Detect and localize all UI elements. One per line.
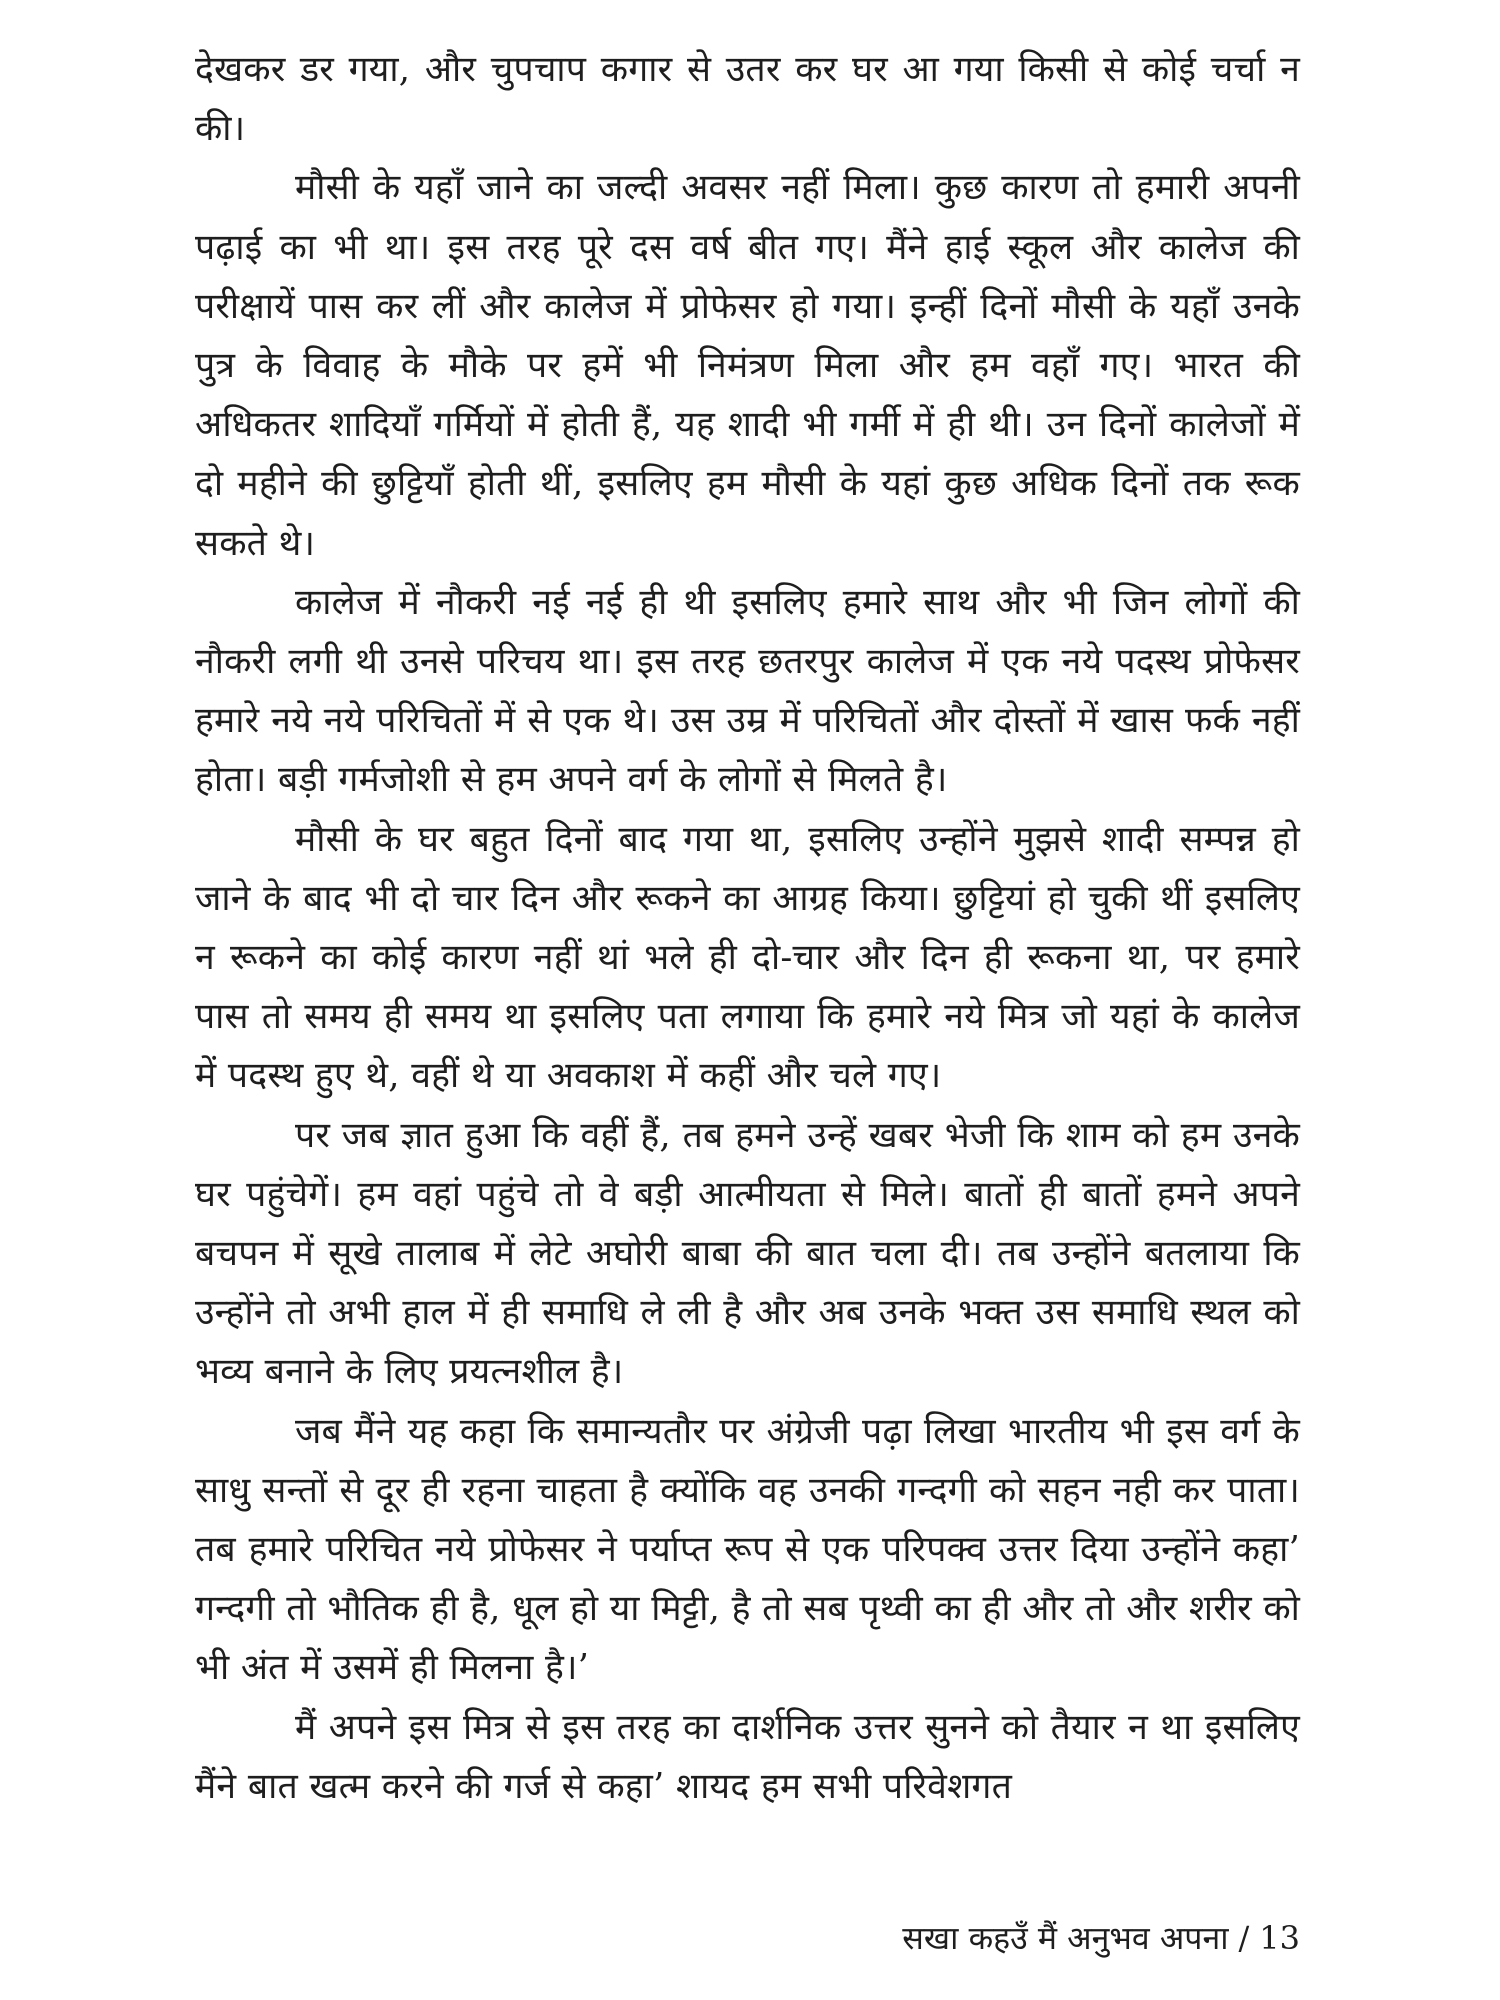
paragraph-continuation: देखकर डर गया, और चुपचाप कगार से उतर कर घर आ गया किसी से कोई चर्चा न की। bbox=[195, 49, 1300, 150]
paragraph-stay-longer: मौसी के घर बहुत दिनों बाद गया था, इसलिए उन्होंने मुझसे शादी सम्पन्न हो जाने के बाद भी दो चार दिन और रूकने का आग्रह किया। छुट्टियां हो चुकी थीं इसलिए न रूकने का कोई कारण नहीं थां भले ही दो-चार और दिन ही रूकना था, पर हमारे पास तो समय ही समय था इसलिए पता लगाया कि हमारे नये मित्र जो यहां के कालेज में पदस्थ हुए थे, वहीं थे या अवकाश में कहीं और चले गए। bbox=[195, 818, 1300, 1097]
paragraph-meeting-friend: पर जब ज्ञात हुआ कि वहीं हैं, तब हमने उन्हें खबर भेजी कि शाम को हम उनके घर पहुंचेगें। हम वहां पहुंचे तो वे बड़ी आत्मीयता से मिले। बातों ही बातों हमने अपने बचपन में सूखे तालाब में लेटे अघोरी बाबा की बात चला दी। तब उन्होंने बतलाया कि उन्होंने तो अभी हाल में ही समाधि ले ली है और अब उनके भक्त उस समाधि स्थल को भव्य बनाने के लिए प्रयत्नशील है। bbox=[195, 1114, 1300, 1393]
paragraph-philosophy: जब मैंने यह कहा कि समान्यतौर पर अंग्रेजी पढ़ा लिखा भारतीय भी इस वर्ग के साधु सन्तों से दूर ही रहना चाहता है क्योंकि वह उनकी गन्दगी को सहन नही कर पाता। तब हमारे परिचित नये प्रोफेसर ने पर्याप्त रूप से एक परिपक्व उत्तर दिया उन्होंने कहा’ गन्दगी तो भौतिक ही है, धूल हो या मिट्टी, है तो सब पृथ्वी का ही और तो और शरीर को भी अंत में उसमें ही मिलना है।’ bbox=[195, 1410, 1300, 1689]
paragraph-college-job: कालेज में नौकरी नई नई ही थी इसलिए हमारे साथ और भी जिन लोगों की नौकरी लगी थी उनसे परिचय था। इस तरह छतरपुर कालेज में एक नये पदस्थ प्रोफेसर हमारे नये नये परिचितों में से एक थे। उस उम्र में परिचितों और दोस्तों में खास फर्क नहीं होता। बड़ी गर्मजोशी से हम अपने वर्ग के लोगों से मिलते है। bbox=[195, 581, 1300, 801]
paragraph-closing: मैं अपने इस मित्र से इस तरह का दार्शनिक उत्तर सुनने को तैयार न था इसलिए मैंने बात खत्म करने की गर्ज से कहा’ शायद हम सभी परिवेशगत bbox=[195, 1706, 1300, 1807]
page-body bbox=[195, 40, 1300, 1816]
page-number: 13 bbox=[1259, 1919, 1300, 1957]
footer-separator: / bbox=[1238, 1919, 1250, 1957]
footer-book-title: सखा कहउँ मैं अनुभव अपना bbox=[902, 1919, 1229, 1957]
page-footer bbox=[770, 1918, 1300, 1958]
paragraph-mausi-visit: मौसी के यहाँ जाने का जल्दी अवसर नहीं मिला। कुछ कारण तो हमारी अपनी पढ़ाई का भी था। इस तरह पूरे दस वर्ष बीत गए। मैंने हाई स्कूल और कालेज की परीक्षायें पास कर लीं और कालेज में प्रोफेसर हो गया। इन्हीं दिनों मौसी के यहाँ उनके पुत्र के विवाह के मौके पर हमें भी निमंत्रण मिला और हम वहाँ गए। भारत की अधिकतर शादियाँ गर्मियों में होती हैं, यह शादी भी गर्मी में ही थी। उन दिनों कालेजों में दो महीने की छुट्टियाँ होती थीं, इसलिए हम मौसी के यहां कुछ अधिक दिनों तक रूक सकते थे। bbox=[195, 167, 1300, 564]
